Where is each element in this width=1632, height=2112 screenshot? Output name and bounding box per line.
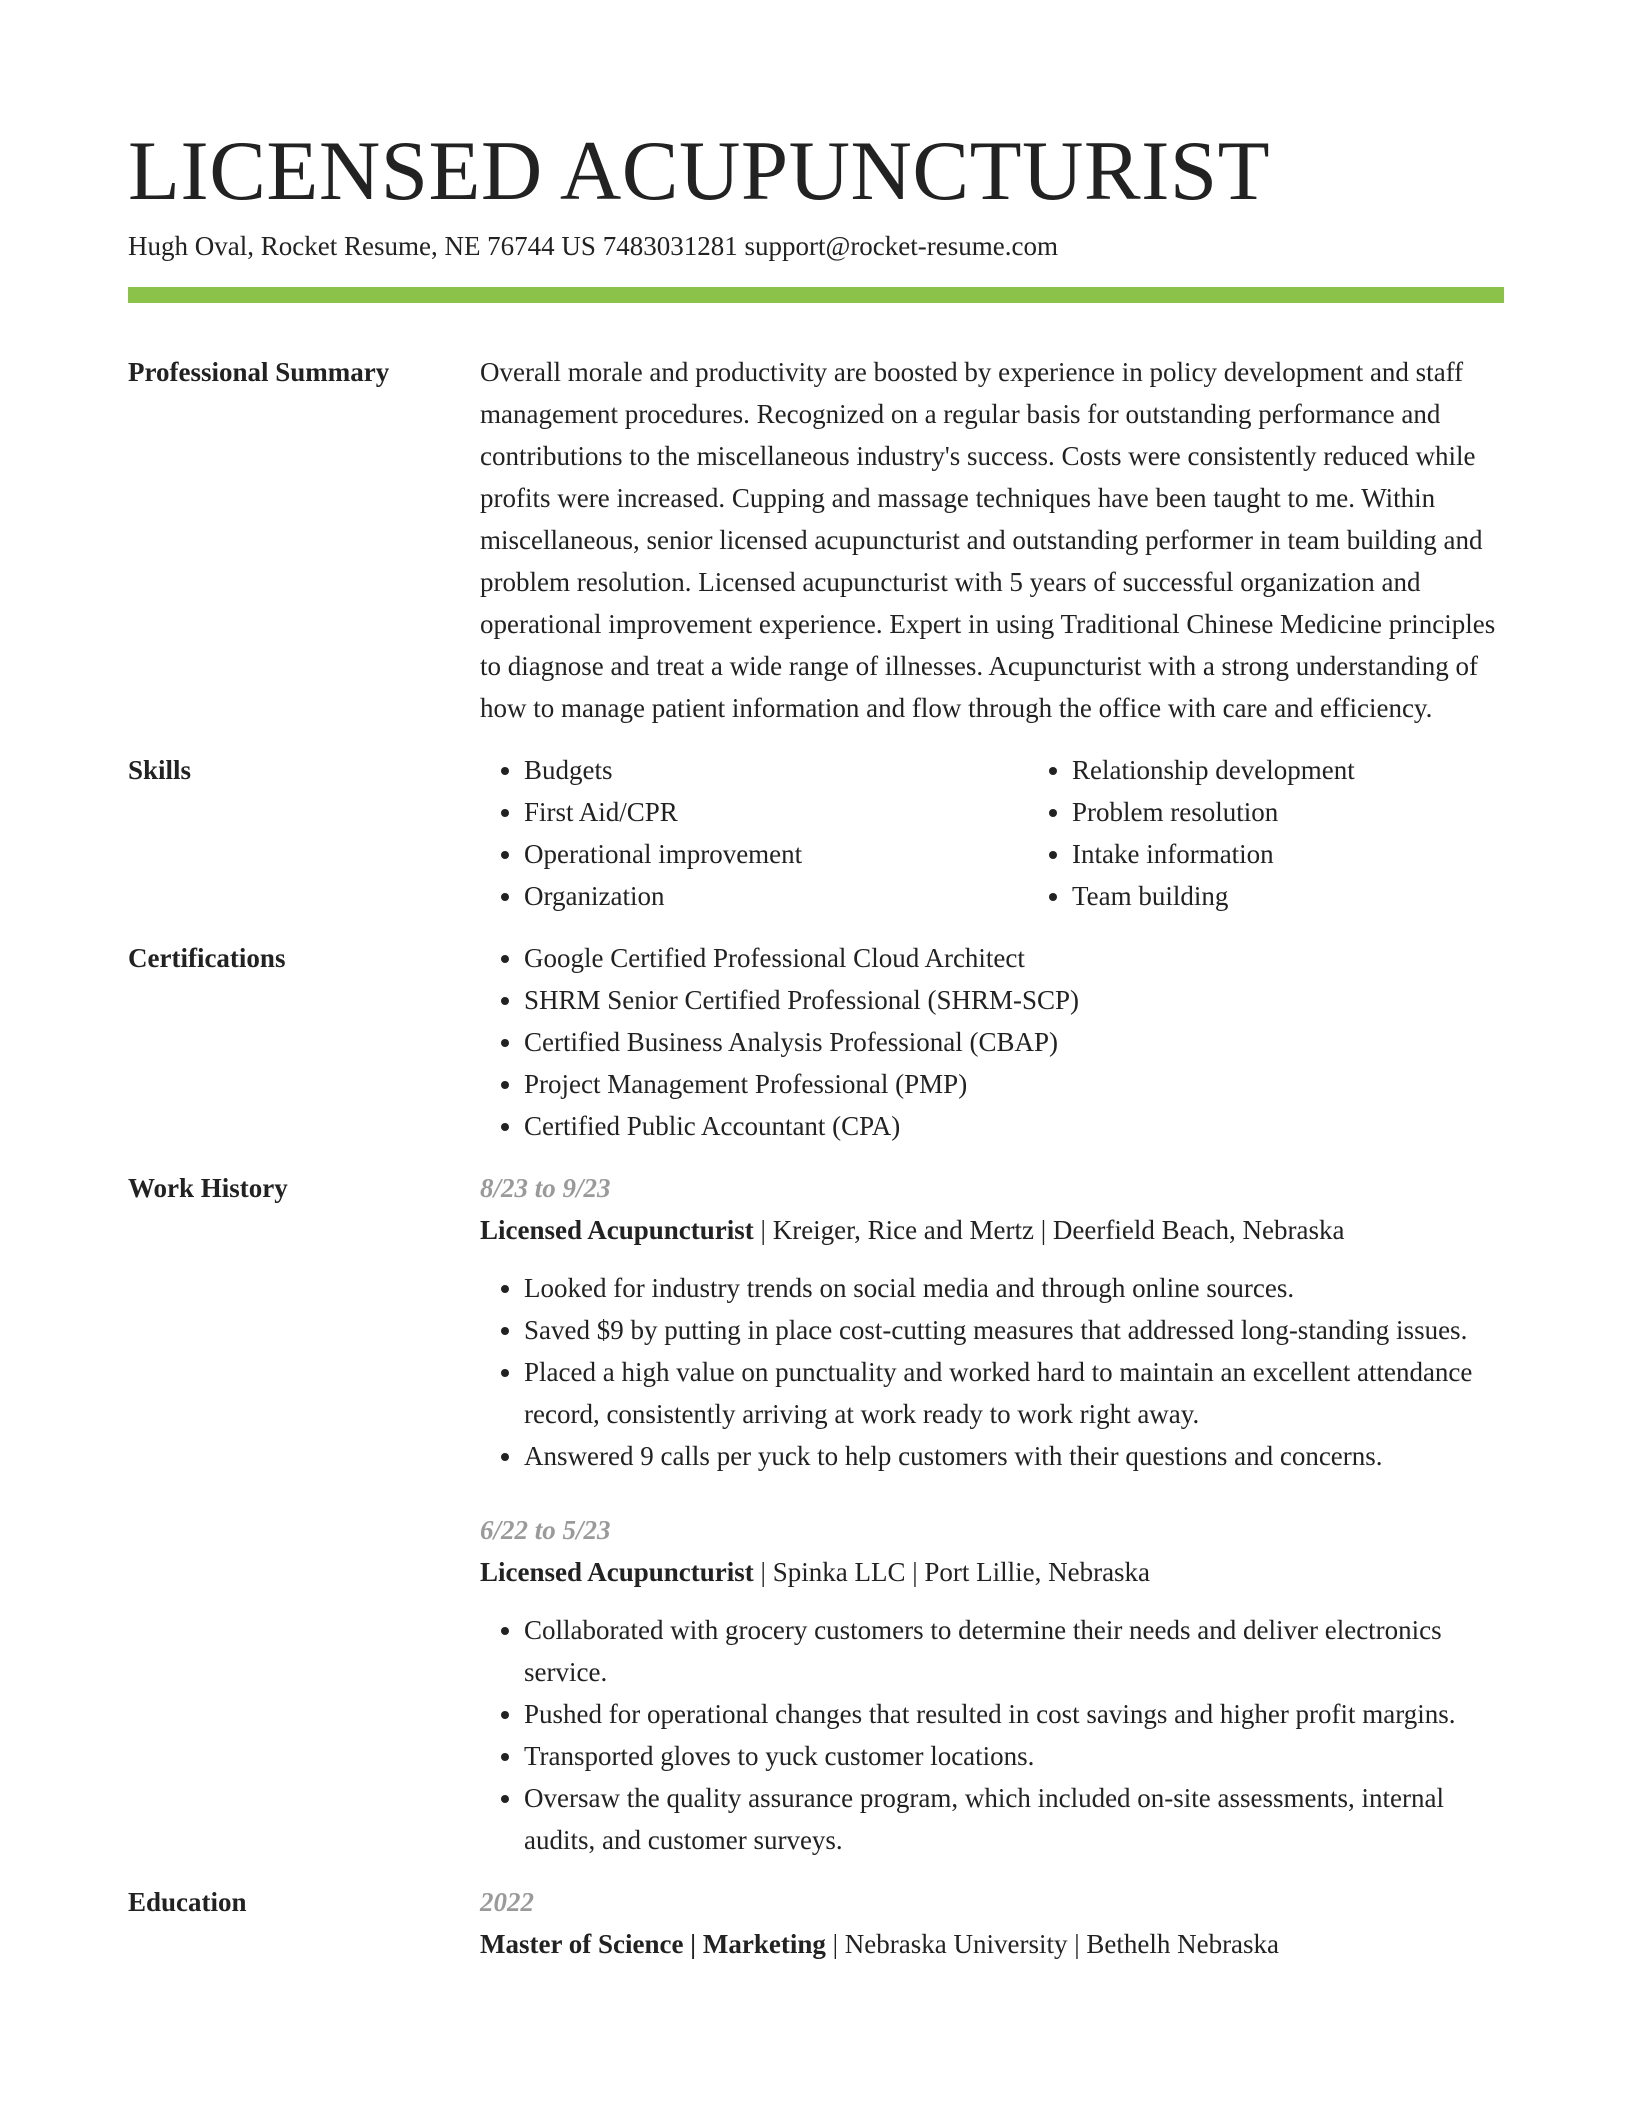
summary-heading: Professional Summary [128,357,390,387]
job-heading [480,1209,1504,1251]
skill-item: • Operational improvement [524,833,1028,875]
work-history-section [128,1167,1504,1861]
job-entry [480,1509,1504,1861]
contact-email[interactable]: support@rocket-resume.com [744,231,1058,261]
education-section [128,1881,1504,1965]
skill-item: • Budgets [524,749,1028,791]
resume-page [128,0,1504,1965]
skills-list-left [480,749,1028,917]
skills-heading: Skills [128,755,192,785]
summary-section [128,351,1504,729]
job-heading [480,1551,1504,1593]
education-heading: Education [128,1887,247,1917]
job-entry [480,1167,1504,1477]
skill-item: • Relationship development [1072,749,1355,791]
education-year: 2022 [480,1887,534,1917]
skill-item: • Team building [1072,875,1355,917]
job-bullet: • Answered 9 calls per yuck to help customers with their questions and concerns. [524,1435,1504,1477]
job-dates: 6/22 to 5/23 [480,1515,611,1545]
job-details: | Spinka LLC | Port Lillie, Nebraska [753,1557,1151,1587]
certifications-section [128,937,1504,1147]
job-bullet: • Oversaw the quality assurance program, which included on-site assessments, internal audits, and customer surveys. [524,1777,1504,1861]
certification-item: • Project Management Professional (PMP) [524,1063,1504,1105]
job-role: Licensed Acupuncturist [480,1557,754,1587]
certification-item: • Certified Public Accountant (CPA) [524,1105,1504,1147]
skills-list-right [1028,749,1355,917]
certifications-list [480,937,1504,1147]
job-bullet: • Collaborated with grocery customers to determine their needs and deliver electronics service. [524,1609,1504,1693]
job-bullets [480,1609,1504,1861]
job-details: | Kreiger, Rice and Mertz | Deerfield Beach, Nebraska [753,1215,1345,1245]
summary-text: Overall morale and productivity are boosted by experience in policy development and staff management procedures. Recognized on a regular basis for outstanding performance and contributions to the miscellaneous industry's success. Costs were consistently reduced while profits were increased. Cupping and massage techniques have been taught to me. Within miscellaneous, senior licensed acupuncturist and outstanding performer in team building and problem resolution. Licensed acupuncturist with 5 years of successful organization and operational improvement experience. Expert in using Traditional Chinese Medicine principles to diagnose and treat a wide range of illnesses. Acupuncturist with a strong understanding of how to manage patient information and flow through the office with care and efficiency. [480,357,1496,723]
job-bullet: • Looked for industry trends on social media and through online sources. [524,1267,1504,1309]
education-degree: Master of Science | Marketing [480,1929,826,1959]
education-details: | Nebraska University | Bethelh Nebraska [825,1929,1280,1959]
job-bullet: • Pushed for operational changes that resulted in cost savings and higher profit margins. [524,1693,1504,1735]
certification-item: • SHRM Senior Certified Professional (SHRM-SCP) [524,979,1504,1021]
job-bullet: • Transported gloves to yuck customer locations. [524,1735,1504,1777]
job-dates: 8/23 to 9/23 [480,1173,611,1203]
skill-item: • First Aid/CPR [524,791,1028,833]
header-divider [128,287,1504,303]
certification-item: • Certified Business Analysis Professional (CBAP) [524,1021,1504,1063]
contact-phone[interactable]: 7483031281 [602,231,738,261]
skill-item: • Problem resolution [1072,791,1355,833]
certification-item: • Google Certified Professional Cloud Architect [524,937,1504,979]
skill-item: • Organization [524,875,1028,917]
work-history-heading: Work History [128,1173,288,1203]
skill-item: • Intake information [1072,833,1355,875]
contact-line [128,227,1504,265]
job-bullets [480,1267,1504,1477]
job-bullet: • Saved $9 by putting in place cost-cutting measures that addressed long-standing issues. [524,1309,1504,1351]
education-heading-line [480,1923,1504,1965]
certifications-heading: Certifications [128,943,286,973]
skills-section [128,749,1504,917]
job-role: Licensed Acupuncturist [480,1215,754,1245]
job-bullet: • Placed a high value on punctuality and worked hard to maintain an excellent attendance record, consistently arriving at work ready to work right away. [524,1351,1504,1435]
resume-title: LICENSED ACUPUNCTURIST [128,124,1271,218]
contact-address: Hugh Oval, Rocket Resume, NE 76744 US [128,231,596,261]
